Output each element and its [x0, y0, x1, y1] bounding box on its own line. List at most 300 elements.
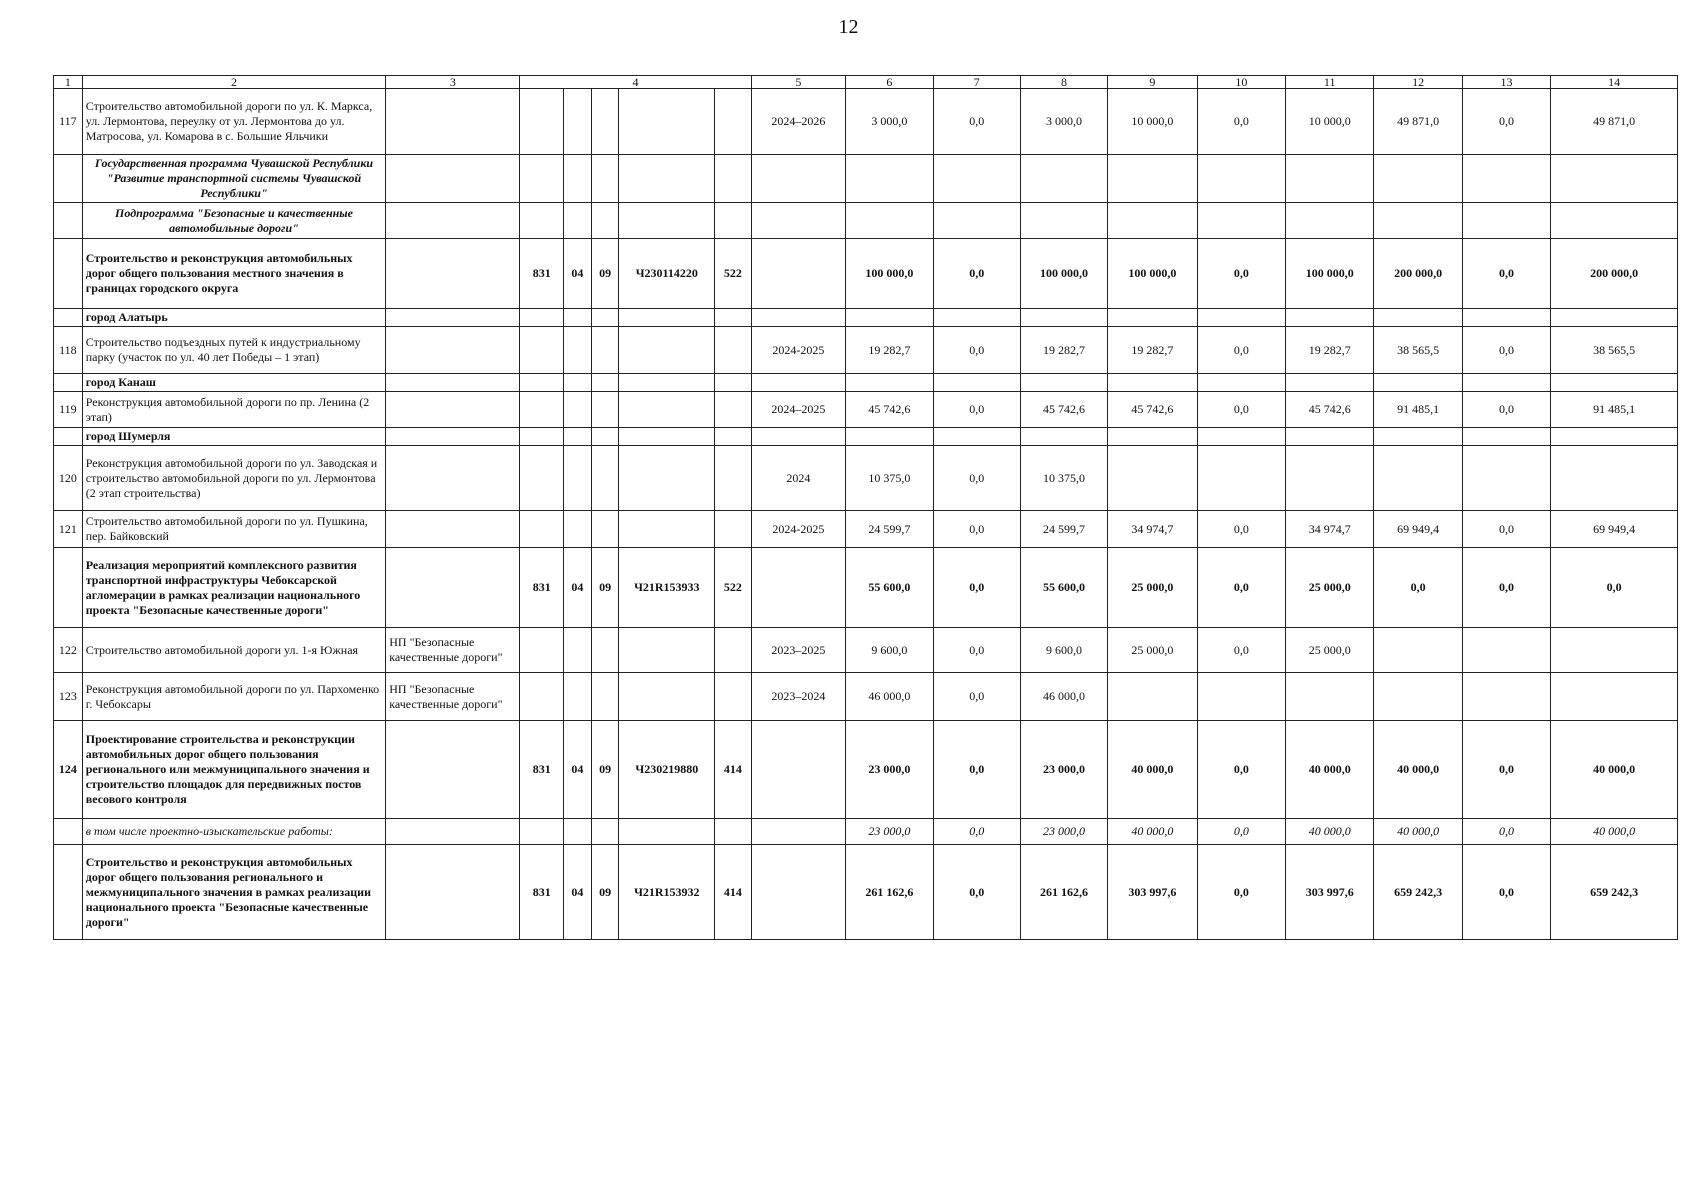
- page-number: 12: [838, 16, 859, 38]
- code-subsection: 09: [591, 548, 619, 628]
- value-col6: 45 742,6: [846, 392, 933, 428]
- value-col11: 25 000,0: [1286, 628, 1374, 673]
- value-col10: [1197, 673, 1285, 721]
- row-period: 2023–2025: [751, 628, 846, 673]
- value-col7: 0,0: [933, 392, 1020, 428]
- row-name: город Алатырь: [82, 309, 385, 327]
- value-col11: [1286, 203, 1374, 239]
- value-col9: 10 000,0: [1108, 89, 1197, 155]
- code-section: [564, 392, 592, 428]
- row-note: [386, 511, 520, 548]
- value-col8: [1020, 309, 1107, 327]
- code-subsection: [591, 628, 619, 673]
- table-row: [54, 309, 1678, 327]
- code-subsection: [591, 309, 619, 327]
- row-note: [386, 309, 520, 327]
- code-expense: 414: [715, 721, 751, 819]
- row-period: [751, 819, 846, 845]
- row-number: [54, 239, 83, 309]
- value-col13: [1462, 446, 1550, 511]
- value-col12: [1374, 155, 1462, 203]
- value-col10: 0,0: [1197, 327, 1285, 374]
- value-col10: 0,0: [1197, 511, 1285, 548]
- row-number: [54, 374, 83, 392]
- code-subsection: 09: [591, 845, 619, 940]
- value-col8: [1020, 428, 1107, 446]
- code-subsection: 09: [591, 239, 619, 309]
- code-expense: [715, 309, 751, 327]
- table-row: [54, 428, 1678, 446]
- code-admin: 831: [520, 239, 564, 309]
- value-col14: 40 000,0: [1551, 721, 1678, 819]
- row-note: НП "Безопасные качественные дороги": [386, 673, 520, 721]
- header-cell: 3: [386, 76, 520, 89]
- code-section: 04: [564, 239, 592, 309]
- code-target: [619, 327, 715, 374]
- code-expense: [715, 446, 751, 511]
- value-col12: 659 242,3: [1374, 845, 1462, 940]
- value-col14: 659 242,3: [1551, 845, 1678, 940]
- value-col6: [846, 155, 933, 203]
- value-col8: 45 742,6: [1020, 392, 1107, 428]
- value-col6: [846, 203, 933, 239]
- code-section: 04: [564, 845, 592, 940]
- code-admin: 831: [520, 721, 564, 819]
- value-col7: [933, 428, 1020, 446]
- code-expense: [715, 392, 751, 428]
- value-col6: 261 162,6: [846, 845, 933, 940]
- value-col13: 0,0: [1462, 845, 1550, 940]
- table-row: [54, 155, 1678, 203]
- row-number: 119: [54, 392, 83, 428]
- value-col13: [1462, 374, 1550, 392]
- header-cell: 14: [1551, 76, 1678, 89]
- row-note: [386, 327, 520, 374]
- code-subsection: [591, 89, 619, 155]
- code-expense: [715, 203, 751, 239]
- code-target: [619, 819, 715, 845]
- table-row: [54, 203, 1678, 239]
- header-cell: 1: [54, 76, 83, 89]
- value-col11: 40 000,0: [1286, 721, 1374, 819]
- value-col11: 45 742,6: [1286, 392, 1374, 428]
- value-col9: 19 282,7: [1108, 327, 1197, 374]
- value-col7: [933, 374, 1020, 392]
- code-subsection: [591, 203, 619, 239]
- header-cell: 6: [846, 76, 933, 89]
- code-section: [564, 309, 592, 327]
- row-number: [54, 309, 83, 327]
- code-expense: [715, 628, 751, 673]
- code-section: [564, 446, 592, 511]
- value-col9: 34 974,7: [1108, 511, 1197, 548]
- code-admin: [520, 89, 564, 155]
- table-row: [54, 327, 1678, 374]
- value-col7: 0,0: [933, 327, 1020, 374]
- row-name: в том числе проектно-изыскательские работы:: [82, 819, 385, 845]
- code-admin: [520, 374, 564, 392]
- code-section: [564, 511, 592, 548]
- value-col13: [1462, 628, 1550, 673]
- value-col7: [933, 155, 1020, 203]
- value-col9: [1108, 309, 1197, 327]
- value-col8: 23 000,0: [1020, 721, 1107, 819]
- table-row: [54, 89, 1678, 155]
- value-col14: [1551, 203, 1678, 239]
- value-col9: 25 000,0: [1108, 548, 1197, 628]
- row-period: 2024-2025: [751, 511, 846, 548]
- header-cell: 10: [1197, 76, 1285, 89]
- value-col12: [1374, 309, 1462, 327]
- value-col7: [933, 203, 1020, 239]
- value-col11: 10 000,0: [1286, 89, 1374, 155]
- code-subsection: [591, 392, 619, 428]
- value-col9: 100 000,0: [1108, 239, 1197, 309]
- code-admin: [520, 428, 564, 446]
- row-period: [751, 155, 846, 203]
- row-name: Строительство и реконструкция автомобильных дорог общего пользования регионального и межмуниципального значения в рамках реализации национального проекта "Безопасные качественные дороги": [82, 845, 385, 940]
- table-row: [54, 446, 1678, 511]
- code-admin: [520, 819, 564, 845]
- value-col7: 0,0: [933, 845, 1020, 940]
- header-cell: 13: [1462, 76, 1550, 89]
- code-target: Ч230219880: [619, 721, 715, 819]
- value-col7: 0,0: [933, 673, 1020, 721]
- row-name: Проектирование строительства и реконструкции автомобильных дорог общего пользования регионального или межмуниципального значения и строительство площадок для передвижных постов весового контроля: [82, 721, 385, 819]
- code-target: [619, 374, 715, 392]
- code-subsection: [591, 511, 619, 548]
- code-section: [564, 89, 592, 155]
- value-col11: 19 282,7: [1286, 327, 1374, 374]
- value-col11: 25 000,0: [1286, 548, 1374, 628]
- value-col7: [933, 309, 1020, 327]
- code-expense: [715, 673, 751, 721]
- code-admin: 831: [520, 548, 564, 628]
- value-col9: [1108, 203, 1197, 239]
- value-col11: 100 000,0: [1286, 239, 1374, 309]
- value-col6: 10 375,0: [846, 446, 933, 511]
- row-name: Строительство автомобильной дороги по ул. К. Маркса, ул. Лермонтова, переулку от ул. Лермонтова до ул. Матросова, ул. Комарова в с. Большие Яльчики: [82, 89, 385, 155]
- value-col9: 25 000,0: [1108, 628, 1197, 673]
- row-number: [54, 155, 83, 203]
- value-col13: [1462, 428, 1550, 446]
- row-number: 123: [54, 673, 83, 721]
- value-col6: 46 000,0: [846, 673, 933, 721]
- header-cell: 9: [1108, 76, 1197, 89]
- code-section: [564, 155, 592, 203]
- value-col14: [1551, 309, 1678, 327]
- value-col11: 40 000,0: [1286, 819, 1374, 845]
- code-expense: [715, 327, 751, 374]
- row-note: [386, 428, 520, 446]
- code-admin: [520, 155, 564, 203]
- row-number: [54, 203, 83, 239]
- row-number: 122: [54, 628, 83, 673]
- code-section: [564, 673, 592, 721]
- row-period: 2024–2025: [751, 392, 846, 428]
- row-name: Строительство и реконструкция автомобильных дорог общего пользования местного значения в границах городского округа: [82, 239, 385, 309]
- code-target: [619, 628, 715, 673]
- value-col8: 19 282,7: [1020, 327, 1107, 374]
- value-col6: 3 000,0: [846, 89, 933, 155]
- value-col11: [1286, 673, 1374, 721]
- row-note: [386, 845, 520, 940]
- value-col7: 0,0: [933, 511, 1020, 548]
- code-expense: [715, 374, 751, 392]
- value-col13: 0,0: [1462, 548, 1550, 628]
- code-target: Ч230114220: [619, 239, 715, 309]
- code-section: [564, 374, 592, 392]
- code-expense: 522: [715, 548, 751, 628]
- value-col7: 0,0: [933, 819, 1020, 845]
- code-admin: [520, 673, 564, 721]
- row-name: Государственная программа Чувашской Республики "Развитие транспортной системы Чувашской Республики": [82, 155, 385, 203]
- value-col9: 45 742,6: [1108, 392, 1197, 428]
- value-col13: 0,0: [1462, 89, 1550, 155]
- header-cell: 5: [751, 76, 846, 89]
- row-note: [386, 446, 520, 511]
- value-col9: [1108, 446, 1197, 511]
- row-name: город Шумерля: [82, 428, 385, 446]
- code-section: [564, 327, 592, 374]
- header-cell: 11: [1286, 76, 1374, 89]
- row-name: Подпрограмма "Безопасные и качественные автомобильные дороги": [82, 203, 385, 239]
- row-number: 120: [54, 446, 83, 511]
- value-col14: 0,0: [1551, 548, 1678, 628]
- code-admin: [520, 511, 564, 548]
- value-col12: 40 000,0: [1374, 721, 1462, 819]
- value-col9: 40 000,0: [1108, 819, 1197, 845]
- value-col6: 55 600,0: [846, 548, 933, 628]
- row-period: [751, 203, 846, 239]
- value-col12: 40 000,0: [1374, 819, 1462, 845]
- value-col12: [1374, 673, 1462, 721]
- value-col14: 49 871,0: [1551, 89, 1678, 155]
- code-subsection: [591, 446, 619, 511]
- code-target: [619, 89, 715, 155]
- row-note: НП "Безопасные качественные дороги": [386, 628, 520, 673]
- row-note: [386, 819, 520, 845]
- value-col11: 34 974,7: [1286, 511, 1374, 548]
- table-row: [54, 845, 1678, 940]
- row-period: [751, 721, 846, 819]
- value-col14: 69 949,4: [1551, 511, 1678, 548]
- row-name: Реализация мероприятий комплексного развития транспортной инфраструктуры Чебоксарской агломерации в рамках реализации национального проекта "Безопасные качественные дороги": [82, 548, 385, 628]
- row-period: [751, 309, 846, 327]
- code-admin: 831: [520, 845, 564, 940]
- table-row: [54, 721, 1678, 819]
- code-subsection: [591, 374, 619, 392]
- code-expense: 414: [715, 845, 751, 940]
- value-col8: 9 600,0: [1020, 628, 1107, 673]
- code-target: Ч21R153932: [619, 845, 715, 940]
- value-col14: 40 000,0: [1551, 819, 1678, 845]
- value-col7: 0,0: [933, 89, 1020, 155]
- table-row: [54, 673, 1678, 721]
- code-expense: [715, 155, 751, 203]
- value-col10: 0,0: [1197, 628, 1285, 673]
- budget-table: [53, 75, 1678, 940]
- table-row: [54, 511, 1678, 548]
- value-col10: 0,0: [1197, 819, 1285, 845]
- value-col7: 0,0: [933, 446, 1020, 511]
- value-col8: [1020, 374, 1107, 392]
- value-col6: [846, 428, 933, 446]
- value-col10: 0,0: [1197, 845, 1285, 940]
- value-col6: [846, 309, 933, 327]
- code-subsection: [591, 673, 619, 721]
- row-period: 2023–2024: [751, 673, 846, 721]
- table-row: [54, 819, 1678, 845]
- code-subsection: [591, 327, 619, 374]
- value-col8: 55 600,0: [1020, 548, 1107, 628]
- value-col8: 10 375,0: [1020, 446, 1107, 511]
- value-col11: [1286, 428, 1374, 446]
- row-note: [386, 392, 520, 428]
- value-col9: [1108, 374, 1197, 392]
- value-col14: [1551, 673, 1678, 721]
- code-target: [619, 511, 715, 548]
- row-period: 2024–2026: [751, 89, 846, 155]
- value-col12: [1374, 374, 1462, 392]
- value-col10: [1197, 428, 1285, 446]
- header-cell: 4: [520, 76, 751, 89]
- row-period: [751, 428, 846, 446]
- value-col10: 0,0: [1197, 548, 1285, 628]
- column-number-row: [54, 76, 1678, 89]
- value-col8: 100 000,0: [1020, 239, 1107, 309]
- value-col8: 3 000,0: [1020, 89, 1107, 155]
- value-col6: 24 599,7: [846, 511, 933, 548]
- code-admin: [520, 309, 564, 327]
- header-cell: 7: [933, 76, 1020, 89]
- value-col12: 38 565,5: [1374, 327, 1462, 374]
- value-col12: 0,0: [1374, 548, 1462, 628]
- table-row: [54, 628, 1678, 673]
- value-col14: [1551, 374, 1678, 392]
- value-col7: 0,0: [933, 721, 1020, 819]
- value-col11: [1286, 309, 1374, 327]
- value-col13: 0,0: [1462, 819, 1550, 845]
- value-col10: [1197, 374, 1285, 392]
- value-col13: 0,0: [1462, 392, 1550, 428]
- header-cell: 8: [1020, 76, 1107, 89]
- code-expense: [715, 819, 751, 845]
- row-note: [386, 239, 520, 309]
- value-col8: [1020, 155, 1107, 203]
- row-name: Реконструкция автомобильной дороги по ул. Заводская и строительство автомобильной дороги по ул. Лермонтова (2 этап строительства): [82, 446, 385, 511]
- value-col10: [1197, 309, 1285, 327]
- row-name: Строительство автомобильной дороги по ул. Пушкина, пер. Байковский: [82, 511, 385, 548]
- row-note: [386, 721, 520, 819]
- table-row: [54, 239, 1678, 309]
- value-col6: 23 000,0: [846, 721, 933, 819]
- value-col12: 91 485,1: [1374, 392, 1462, 428]
- value-col12: [1374, 628, 1462, 673]
- value-col14: 200 000,0: [1551, 239, 1678, 309]
- row-number: 121: [54, 511, 83, 548]
- code-section: [564, 628, 592, 673]
- value-col14: 38 565,5: [1551, 327, 1678, 374]
- row-name: Строительство подъездных путей к индустриальному парку (участок по ул. 40 лет Победы – 1 этап): [82, 327, 385, 374]
- code-subsection: [591, 428, 619, 446]
- value-col6: 9 600,0: [846, 628, 933, 673]
- value-col14: [1551, 155, 1678, 203]
- value-col10: 0,0: [1197, 89, 1285, 155]
- value-col10: [1197, 203, 1285, 239]
- value-col13: 0,0: [1462, 327, 1550, 374]
- row-note: [386, 155, 520, 203]
- value-col9: 40 000,0: [1108, 721, 1197, 819]
- row-period: [751, 845, 846, 940]
- value-col8: 261 162,6: [1020, 845, 1107, 940]
- code-section: [564, 203, 592, 239]
- value-col9: [1108, 428, 1197, 446]
- row-name: Реконструкция автомобильной дороги по ул. Пархоменко г. Чебоксары: [82, 673, 385, 721]
- row-note: [386, 203, 520, 239]
- row-number: 118: [54, 327, 83, 374]
- value-col12: 49 871,0: [1374, 89, 1462, 155]
- header-cell: 2: [82, 76, 385, 89]
- code-target: [619, 428, 715, 446]
- code-target: [619, 392, 715, 428]
- value-col6: 23 000,0: [846, 819, 933, 845]
- value-col9: 303 997,6: [1108, 845, 1197, 940]
- code-target: [619, 309, 715, 327]
- code-section: [564, 819, 592, 845]
- row-number: [54, 819, 83, 845]
- value-col14: [1551, 446, 1678, 511]
- row-period: [751, 239, 846, 309]
- table-row: [54, 374, 1678, 392]
- value-col14: 91 485,1: [1551, 392, 1678, 428]
- value-col8: 24 599,7: [1020, 511, 1107, 548]
- value-col11: [1286, 374, 1374, 392]
- value-col8: [1020, 203, 1107, 239]
- row-period: 2024-2025: [751, 327, 846, 374]
- code-admin: [520, 446, 564, 511]
- code-target: Ч21R153933: [619, 548, 715, 628]
- value-col13: [1462, 673, 1550, 721]
- code-target: [619, 673, 715, 721]
- value-col10: [1197, 155, 1285, 203]
- value-col13: [1462, 309, 1550, 327]
- row-period: [751, 548, 846, 628]
- value-col14: [1551, 428, 1678, 446]
- code-admin: [520, 203, 564, 239]
- value-col14: [1551, 628, 1678, 673]
- value-col10: 0,0: [1197, 721, 1285, 819]
- code-target: [619, 203, 715, 239]
- row-note: [386, 374, 520, 392]
- code-expense: [715, 89, 751, 155]
- value-col6: [846, 374, 933, 392]
- value-col12: [1374, 446, 1462, 511]
- value-col10: 0,0: [1197, 239, 1285, 309]
- value-col6: 19 282,7: [846, 327, 933, 374]
- header-cell: 12: [1374, 76, 1462, 89]
- code-admin: [520, 392, 564, 428]
- row-name: Реконструкция автомобильной дороги по пр. Ленина (2 этап): [82, 392, 385, 428]
- value-col11: [1286, 155, 1374, 203]
- value-col12: [1374, 203, 1462, 239]
- table-row: [54, 548, 1678, 628]
- row-number: 124: [54, 721, 83, 819]
- code-section: 04: [564, 548, 592, 628]
- code-subsection: [591, 819, 619, 845]
- value-col13: [1462, 155, 1550, 203]
- row-period: 2024: [751, 446, 846, 511]
